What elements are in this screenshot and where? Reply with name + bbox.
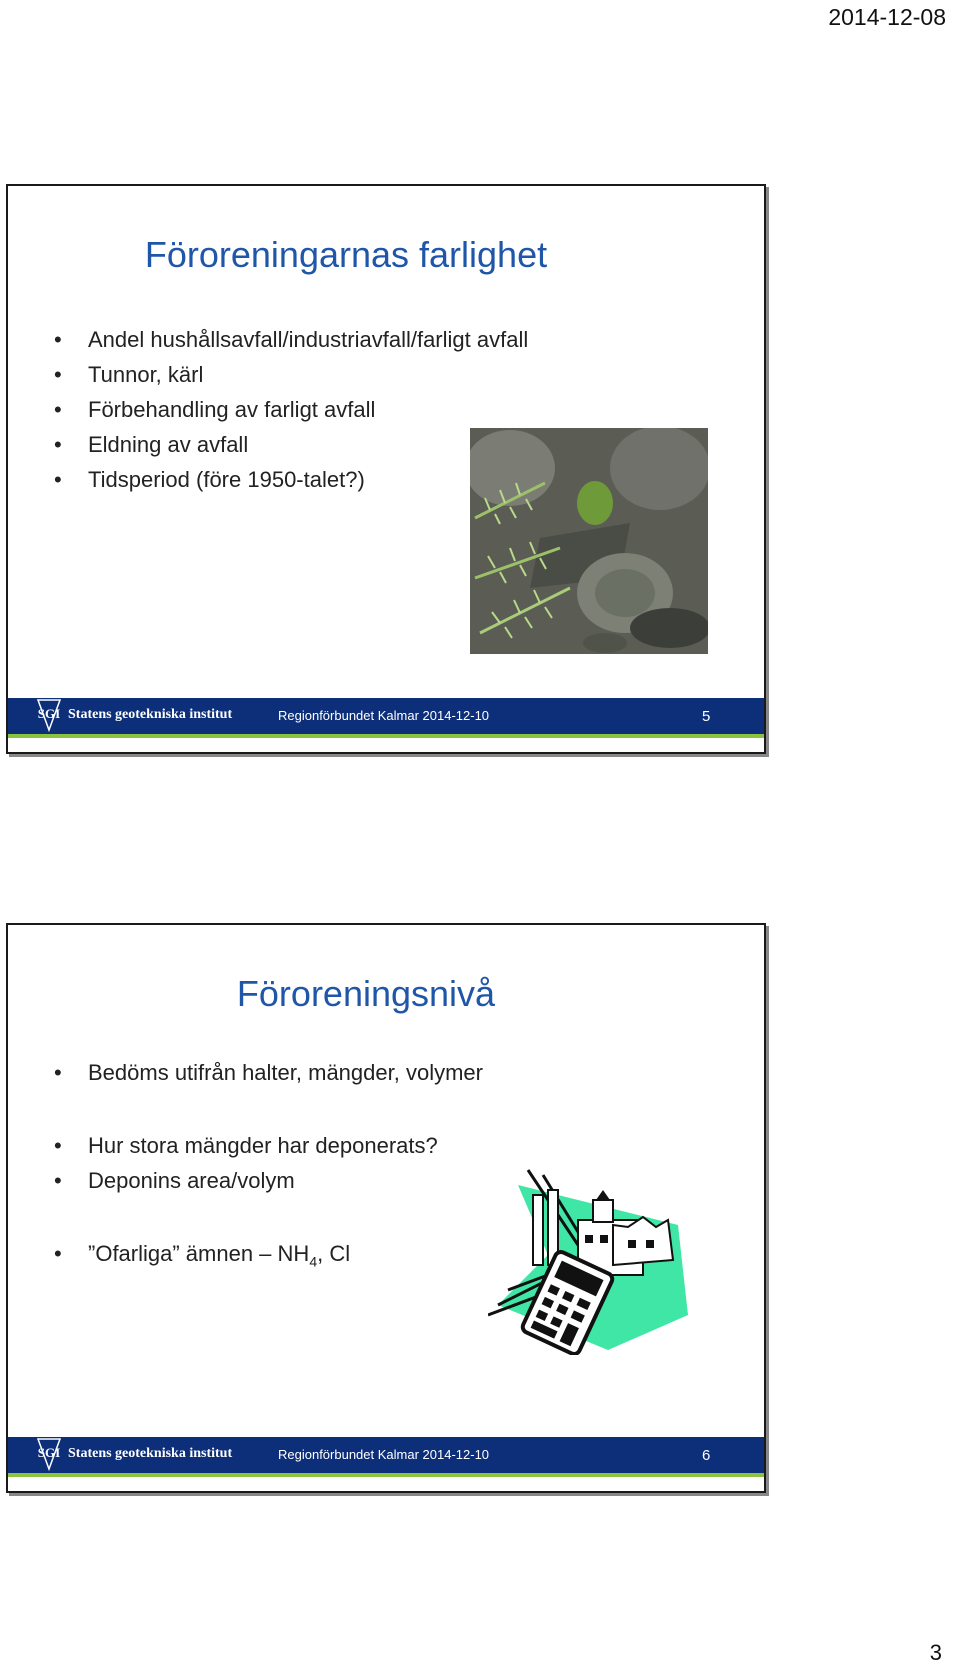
bullet-item [50,1236,483,1279]
bullet-text-tail: , Cl [317,1241,351,1266]
bullet-dot: • [54,327,62,352]
logo-text: SGI [37,706,61,721]
bullet-text-subscript: 4 [309,1253,318,1270]
rusty-barrels-photo [470,428,708,654]
bullet-dot: • [54,1168,62,1193]
bullet-item [50,427,528,462]
bullet-spacer [50,1090,483,1128]
bullet-text-main: ”Ofarliga” ämnen – NH [88,1241,310,1266]
bullet-item [50,1128,483,1163]
footer-event: Regionförbundet Kalmar 2014-12-10 [278,708,490,723]
bullet-text: Hur stora mängder har deponerats? [88,1133,438,1158]
factory-calculator-clipart [488,1165,708,1355]
bullet-text: Deponins area/volym [88,1168,295,1193]
bullet-item [50,392,528,427]
bullet-list [50,322,528,497]
bullet-text: Eldning av avfall [88,432,249,457]
bullet-dot: • [54,1241,62,1266]
bullet-text: Andel hushållsavfall/industriavfall/farligt avfall [88,327,529,352]
bullet-dot: • [54,1133,62,1158]
bullet-item [50,1055,483,1090]
institute-name: Statens geotekniska institut [68,707,233,722]
bullet-text: Tunnor, kärl [88,362,204,387]
sgi-logo-icon [34,690,64,732]
bullet-text: Förbehandling av farligt avfall [88,397,376,422]
bullet-item [50,462,528,497]
bullet-list [50,1055,483,1279]
bullet-text: Tidsperiod (före 1950-talet?) [88,467,365,492]
page-number: 3 [929,1640,942,1665]
slide-title: Föroreningarnas farlighet [144,234,548,275]
bullet-dot: • [54,397,62,422]
slide-5 [6,184,766,754]
bullet-item [50,322,528,357]
slide-number: 5 [702,708,711,725]
slide-title: Föroreningsnivå [236,973,496,1014]
bullet-text: Bedöms utifrån halter, mängder, volymer [88,1060,483,1085]
bullet-spacer [50,1198,483,1236]
page-date: 2014-12-08 [828,4,946,30]
bullet-item [50,1163,483,1198]
bullet-dot: • [54,362,62,387]
bullet-dot: • [54,467,62,492]
footer-event: Regionförbundet Kalmar 2014-12-10 [278,1447,490,1462]
bullet-dot: • [54,432,62,457]
slide-footer [8,1437,764,1477]
slide-footer [8,698,764,738]
logo-text: SGI [37,1445,61,1460]
slide-6 [6,923,766,1493]
slide-number: 6 [702,1447,711,1464]
bullet-dot: • [54,1060,62,1085]
institute-name: Statens geotekniska institut [68,1446,233,1461]
bullet-item [50,357,528,392]
sgi-logo-icon [34,1429,64,1471]
